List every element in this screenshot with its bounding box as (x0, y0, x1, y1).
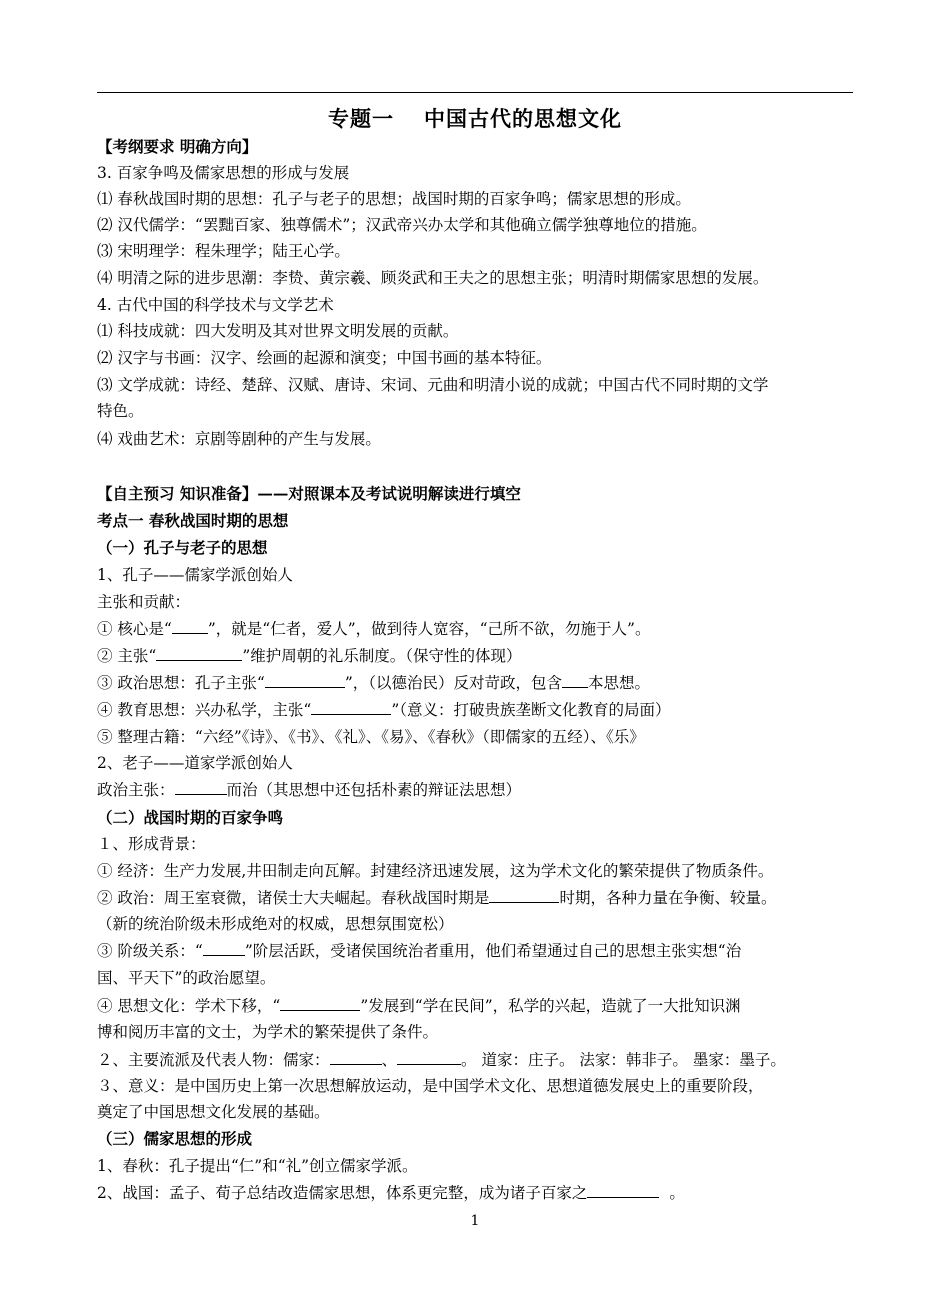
subsection-heading-1: （一）孔子与老子的思想 (97, 538, 268, 557)
outline-item-3-2: ⑵ 汉代儒学：“罢黜百家、独尊儒术”；汉武帝兴办太学和其他确立儒学独尊地位的措施。 (97, 216, 707, 234)
fill-blank[interactable] (280, 993, 360, 1011)
fill-blank[interactable] (175, 777, 227, 795)
outline-item-4: 4. 古代中国的科学技术与文学艺术 (97, 296, 334, 314)
fill-line-8: ④ 思想文化：学术下移，“ ”发展到“学在民间”，私学的兴起，造就了一大批知识渊 (97, 993, 867, 1019)
paragraph-culture-cont: 博和阅历丰富的文士，为学术的繁荣提供了条件。 (97, 1023, 439, 1041)
outline-item-3-3: ⑶ 宋明理学：程朱理学；陆王心学。 (97, 242, 350, 260)
kaodian-heading: 考点一 春秋战国时期的思想 (97, 511, 289, 530)
fill-line-4: ④ 教育思想：兴办私学，主张“ ”（意义：打破贵族垄断文化教育的局面） (97, 697, 867, 723)
fill-blank[interactable] (311, 697, 391, 715)
fill-line-2: ② 主张“ ”维护周朝的礼乐制度。（保守性的体现） (97, 643, 867, 669)
outline-item-3-4: ⑷ 明清之际的进步思潮：李贽、黄宗羲、顾炎武和王夫之的思想主张；明清时期儒家思想的发展。 (97, 269, 769, 287)
paragraph-economy: ① 经济：生产力发展,井田制走向瓦解。封建经济迅速发展，这为学术文化的繁荣提供了物质条件。 (97, 862, 774, 880)
fill-line-9: ２、主要流派及代表人物：儒家： 、 。 道家：庄子。 法家：韩非子。 墨家：墨子。 (97, 1047, 867, 1073)
page-title (0, 103, 950, 133)
fill-blank[interactable] (562, 670, 588, 688)
subsection-heading-2: （二）战国时期的百家争鸣 (97, 808, 284, 827)
outline-item-4-3: ⑶ 文学成就：诗经、楚辞、汉赋、唐诗、宋词、元曲和明清小说的成就；中国古代不同时期的文学 (97, 376, 769, 394)
fill-blank[interactable] (397, 1047, 461, 1065)
paragraph-classics: ⑤ 整理古籍：“六经”《诗》、《书》、《礼》、《易》、《春秋》（即儒家的五经）、《乐》 (97, 728, 645, 746)
paragraph-laozi: 2、老子——道家学派创始人 (97, 754, 293, 772)
fill-blank[interactable] (203, 938, 245, 956)
paragraph-kongzi: 1、孔子——儒家学派创始人 (97, 566, 293, 584)
outline-item-4-1: ⑴ 科技成就：四大发明及其对世界文明发展的贡献。 (97, 322, 459, 340)
paragraph-background: １、形成背景： (97, 835, 206, 853)
fill-line-3: ③ 政治思想：孔子主张“ ”，（以德治民）反对苛政，包含 本思想。 (97, 670, 867, 696)
fill-line-7: ③ 阶级关系：“ ”阶层活跃，受诸侯国统治者重用，他们希望通过自己的思想主张实想“治 (97, 938, 867, 964)
kaogang-heading: 【考纲要求 明确方向】 (97, 137, 258, 156)
paragraph-significance: ３、意义：是中国历史上第一次思想解放运动，是中国学术文化、思想道德发展史上的重要阶段， (97, 1077, 764, 1095)
outline-item-4-2: ⑵ 汉字与书画：汉字、绘画的起源和演变；中国书画的基本特征。 (97, 349, 552, 367)
header-rule (97, 92, 853, 93)
fill-blank[interactable] (172, 616, 208, 634)
fill-blank[interactable] (587, 1180, 659, 1198)
paragraph-spring-autumn: 1、春秋：孔子提出“仁”和“礼”创立儒家学派。 (97, 1157, 418, 1175)
paragraph-significance-cont: 奠定了中国思想文化发展的基础。 (97, 1103, 330, 1121)
subsection-heading-3: （三）儒家思想的形成 (97, 1129, 253, 1148)
paragraph-politics-note: （新的统治阶级未形成绝对的权威，思想氛围宽松） (97, 915, 454, 933)
paragraph-contributions: 主张和贡献： (97, 593, 191, 611)
fill-blank[interactable] (489, 885, 559, 903)
fill-blank[interactable] (265, 670, 345, 688)
outline-item-4-4: ⑷ 戏曲艺术：京剧等剧种的产生与发展。 (97, 430, 381, 448)
fill-line-10: 2、战国：孟子、荀子总结改造儒家思想，体系更完整，成为诸子百家之 。 (97, 1180, 867, 1206)
page-number: 1 (470, 1213, 480, 1229)
fill-blank[interactable] (156, 643, 242, 661)
fill-line-6: ② 政治：周王室衰微，诸侯士大夫崛起。春秋战国时期是 时期，各种力量在争衡、较量。 (97, 885, 867, 911)
fill-line-5: 政治主张： 而治（其思想中还包括朴素的辩证法思想） (97, 777, 867, 803)
fill-blank[interactable] (330, 1047, 382, 1065)
outline-item-3: 3. 百家争鸣及儒家思想的形成与发展 (97, 164, 350, 182)
outline-item-3-1: ⑴ 春秋战国时期的思想：孔子与老子的思想；战国时期的百家争鸣；儒家思想的形成。 (97, 190, 691, 208)
fill-line-1: ① 核心是“ ”，就是“仁者，爱人”，做到待人宽容，“己所不欲，勿施于人”。 (97, 616, 867, 642)
outline-item-4-3-cont: 特色。 (97, 402, 144, 420)
title-topic-name: 中国古代的思想文化 (424, 106, 622, 131)
title-topic-number: 专题一 (328, 106, 394, 131)
zizhu-heading: 【自主预习 知识准备】——对照课本及考试说明解读进行填空 (97, 484, 521, 503)
paragraph-class-cont: 国、平天下”的政治愿望。 (97, 969, 276, 987)
